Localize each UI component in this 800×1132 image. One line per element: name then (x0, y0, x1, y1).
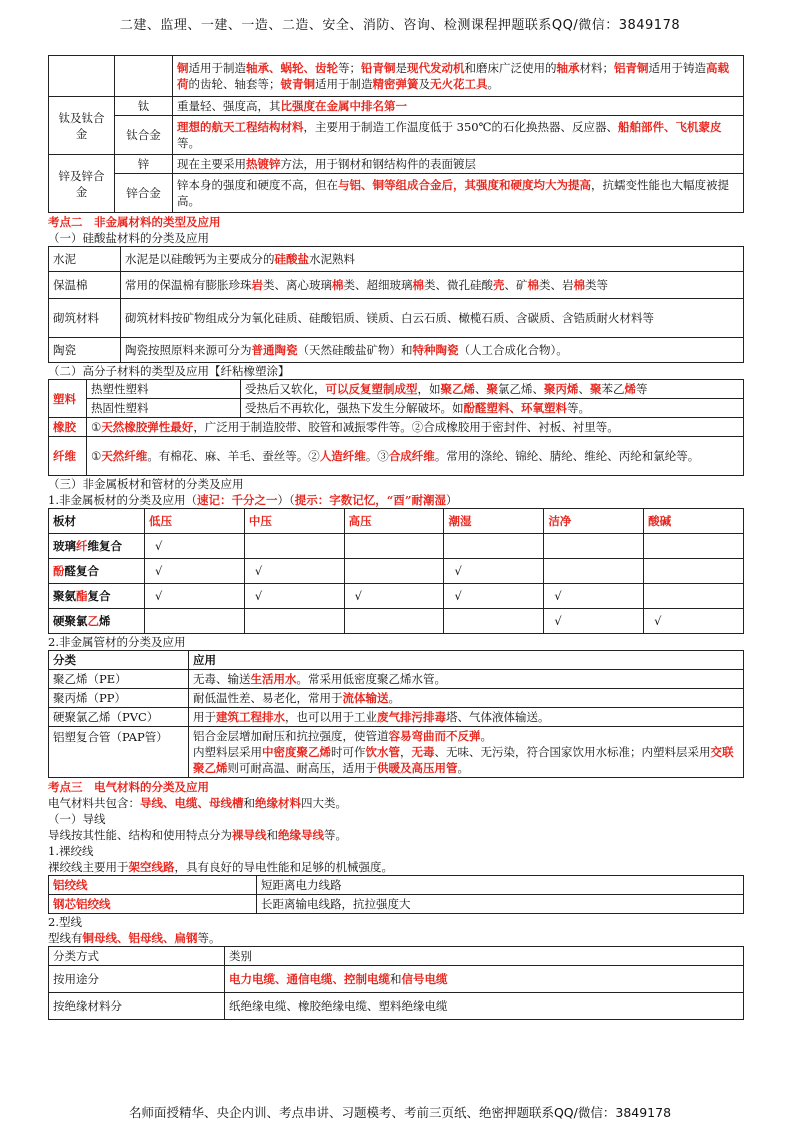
table-row: 铝绞线 短距离电力线路 (49, 876, 744, 895)
table-row: 钢芯铝绞线 长距离输电线路，抗拉强度大 (49, 895, 744, 914)
table-row: 砌筑材料 砌筑材料按矿物组成分为氧化硅质、硅酸铝质、镁质、白云石质、橄榄石质、含碳质、含锆质耐火材料等 (49, 299, 744, 338)
section-title-kp3: 考点三 电气材料的分类及应用 (48, 780, 209, 794)
table-row: 纤维 ①天然纤维。有棉花、麻、羊毛、蚕丝等。②人造纤维。③合成纤维。常用的涤纶、锦纶、腈纶、维纶、丙纶和氯纶等。 (49, 437, 744, 476)
section-title-kp2: 考点二 非金属材料的类型及应用 (48, 215, 221, 229)
shape-heading: 2.型线 (48, 915, 82, 929)
table-row: 硬聚氯乙烯 √ √ (49, 609, 744, 634)
table-row: 塑料 热塑性塑料 受热后又软化，可以反复塑制成型，如聚乙烯、聚氯乙烯、聚丙烯、聚苯乙烯等 (49, 380, 744, 399)
table-row: 按用途分 电力电缆、通信电缆、控制电缆和信号电缆 (49, 966, 744, 993)
tialloy-name: 钛合金 (115, 116, 173, 155)
silicate-table (48, 246, 744, 363)
polymer-heading: （二）高分子材料的类型及应用【纤粘橡塑涂】 (48, 364, 290, 378)
table-row: 热固性塑料 受热后不再软化，强热下发生分解破坏。如酚醛塑料、环氧塑料等。 (49, 399, 744, 418)
boards-subheading: 1.非金属板材的分类及应用（速记：千分之一）（提示：字数记忆，“酉”耐潮湿） (48, 493, 458, 507)
table-row: 玻璃纤维复合 √ (49, 534, 744, 559)
bare-heading: 1.裸绞线 (48, 844, 94, 858)
table-header-row: 分类方式 类别 (49, 947, 744, 966)
wire-heading: （一）导线 (48, 812, 106, 826)
bare-wire-table (48, 875, 744, 914)
table-row: 橡胶 ①天然橡胶弹性最好，广泛用于制造胶带、胶管和减振零件等。②合成橡胶用于密封件、衬板、衬里等。 (49, 418, 744, 437)
table-row: 锌及锌合金 锌 现在主要采用热镀锌方法，用于钢材和钢结构件的表面镀层 (49, 155, 744, 174)
document-body (48, 55, 744, 1020)
table-row: 聚丙烯（PP） 耐低温性差、易老化，常用于流体输送。 (49, 689, 744, 708)
zn-group: 锌及锌合金 (49, 155, 115, 213)
wire-intro: 导线按其性能、结构和使用特点分为裸导线和绝缘导线等。 (48, 828, 347, 842)
page-footer: 名师面授精华、央企内训、考点串讲、习题模考、考前三页纸、绝密押题联系QQ/微信：3849178 (128, 1105, 672, 1120)
table-row: 保温棉 常用的保温棉有膨胀珍珠岩类、离心玻璃棉类、超细玻璃棉类、微孔硅酸壳、矿棉类、岩棉类等 (49, 272, 744, 299)
table-row: 聚氨酯复合 √ √ √ √ √ (49, 584, 744, 609)
table-row (49, 56, 744, 97)
table-header-row: 分类 应用 (49, 651, 744, 670)
silicate-heading: （一）硅酸盐材料的分类及应用 (48, 231, 209, 245)
copper-desc: 铜适用于制造轴承、蜗轮、齿轮等；铅青铜是现代发动机和磨床广泛使用的轴承材料；铝青铜适用于铸造高载荷的齿轮、轴套等；铍青铜适用于制造精密弹簧及无火花工具。 (173, 56, 744, 97)
metal-table (48, 55, 744, 213)
cable-table (48, 946, 744, 1020)
table-row: 陶瓷 陶瓷按照原料来源可分为普通陶瓷（天然硅酸盐矿物）和特种陶瓷（人工合成化合物）。 (49, 338, 744, 363)
table-row: 钛合金 理想的航天工程结构材料，主要用于制造工作温度低于 350℃的石化换热器、反应器、船舶部件、飞机蒙皮等。 (49, 116, 744, 155)
zn-name: 锌 (115, 155, 173, 174)
electric-intro: 电气材料共包含：导线、电缆、母线槽和绝缘材料四大类。 (48, 796, 347, 810)
table-row: 锌合金 锌本身的强度和硬度不高，但在与铝、铜等组成合金后，其强度和硬度均大为提高，抗蠕变性能也大幅度被提高。 (49, 174, 744, 213)
ti-name: 钛 (115, 97, 173, 116)
polymer-table (48, 379, 744, 476)
shape-intro: 型线有铜母线、铝母线、扁钢等。 (48, 931, 221, 945)
table-row: 硬聚氯乙烯（PVC） 用于建筑工程排水，也可以用于工业废气排污排毒塔、气体液体输送。 (49, 708, 744, 727)
table-row: 聚乙烯（PE） 无毒、输送生活用水。常采用低密度聚乙烯水管。 (49, 670, 744, 689)
boards-table (48, 508, 744, 634)
table-row: 钛及钛合金 钛 重量轻、强度高，其比强度在金属中排名第一 (49, 97, 744, 116)
pipes-table (48, 650, 744, 778)
table-row: 铝塑复合管（PAP管） 铝合金层增加耐压和抗拉强度，使管道容易弯曲而不反弹。 内塑料层采用中密度聚乙烯时可作饮水管，无毒、无味、无污染，符合国家饮用水标准；内塑料层采用交联聚乙烯则可耐高温、耐高压，适用于供暖及高压用管。 (49, 727, 744, 778)
pipes-heading: 2.非金属管材的分类及应用 (48, 635, 186, 649)
boards-heading: （三）非金属板材和管材的分类及应用 (48, 477, 244, 491)
table-row: 酚醛复合 √ √ √ (49, 559, 744, 584)
page-header: 二建、监理、一建、一造、二造、安全、消防、咨询、检测课程押题联系QQ/微信：3849178 (119, 18, 681, 33)
znalloy-name: 锌合金 (115, 174, 173, 213)
table-header-row: 板材 低压 中压 高压 潮湿 洁净 酸碱 (49, 509, 744, 534)
table-row: 水泥 水泥是以硅酸钙为主要成分的硅酸盐水泥熟料 (49, 247, 744, 272)
bare-intro: 裸绞线主要用于架空线路，具有良好的导电性能和足够的机械强度。 (48, 860, 393, 874)
ti-group: 钛及钛合金 (49, 97, 115, 155)
table-row: 按绝缘材料分 纸绝缘电缆、橡胶绝缘电缆、塑料绝缘电缆 (49, 993, 744, 1020)
